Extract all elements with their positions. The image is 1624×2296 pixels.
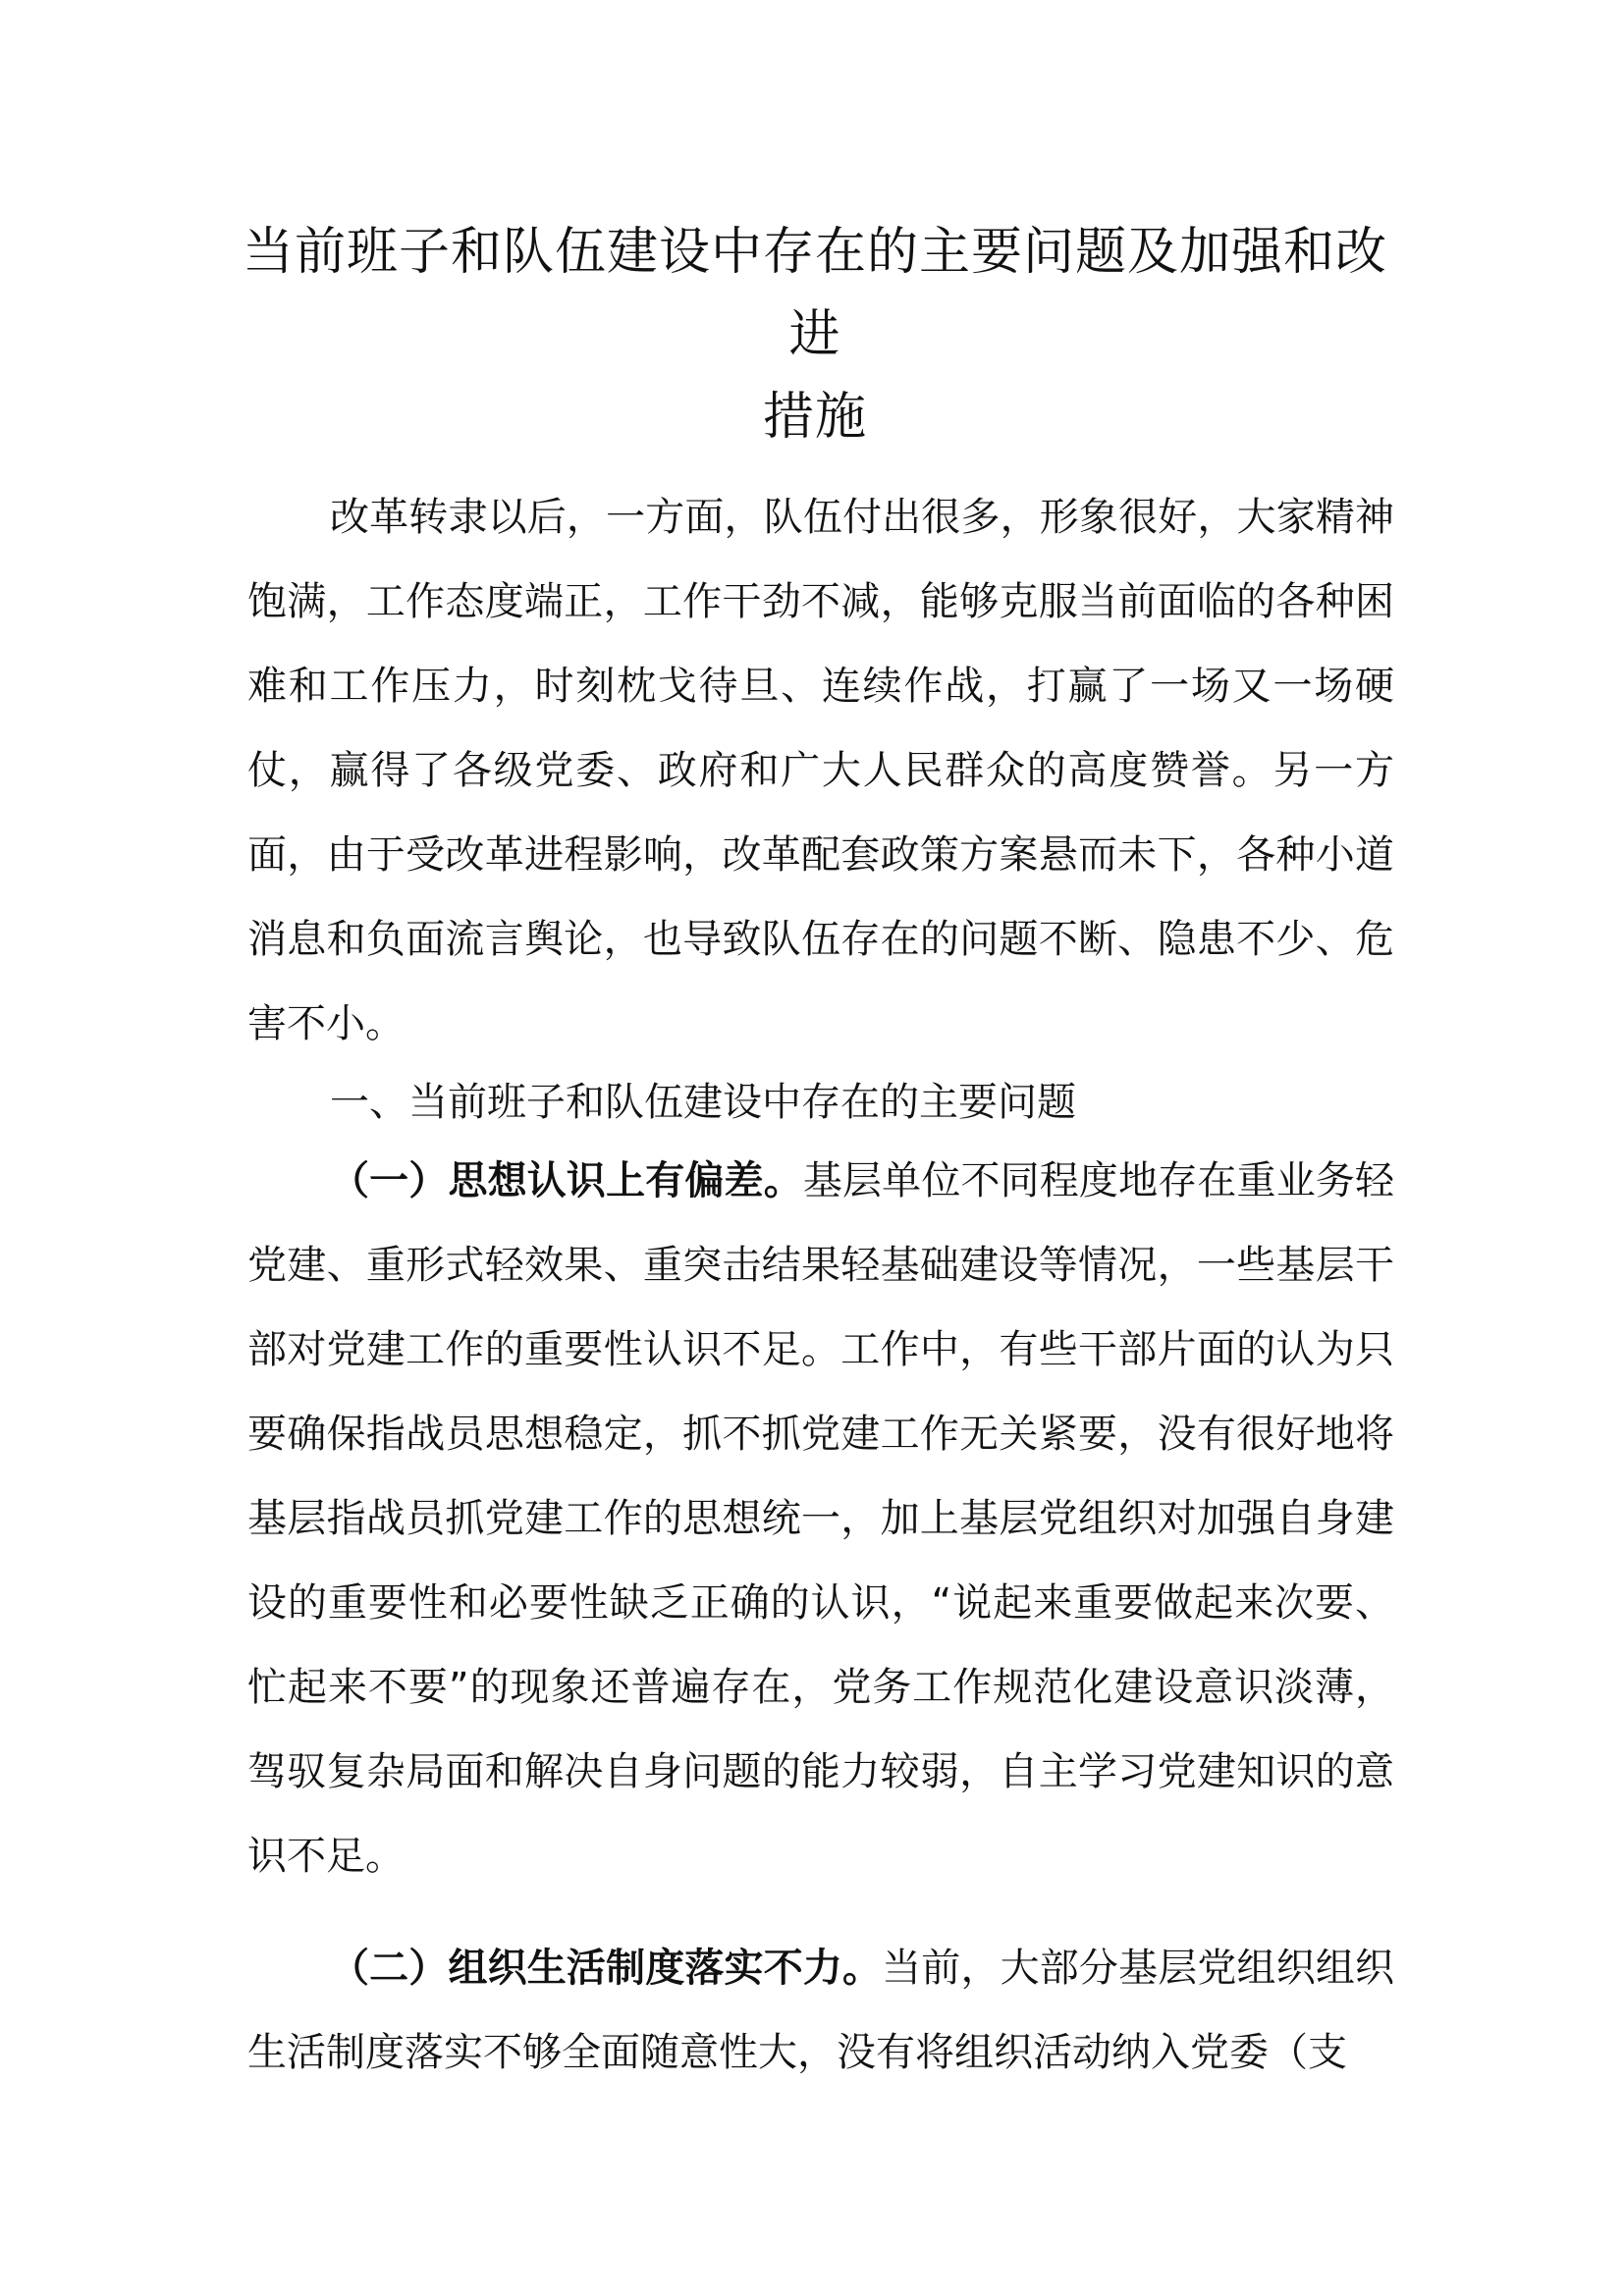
item-2-text: 当前，大部分基层党组织组织生活制度落实不够全面随意性大，没有将组织活动纳入党委（支 — [247, 1946, 1395, 2075]
section-heading: 一、当前班子和队伍建设中存在的主要问题 — [330, 1080, 1076, 1125]
document-title — [236, 211, 1394, 458]
title-line-2: 措施 — [762, 388, 867, 447]
item-2-paragraph — [247, 1926, 1394, 2095]
item-1-paragraph — [247, 1139, 1394, 1898]
document-body — [247, 475, 1394, 2095]
item-1-heading: （一）思想认识上有偏差。 — [330, 1158, 803, 1203]
item-2-heading: （二）组织生活制度落实不力。 — [330, 1946, 883, 1991]
intro-paragraph: 改革转隶以后，一方面，队伍付出很多，形象很好，大家精神饱满，工作态度端正，工作干劲不减，能够克服当前面临的各种困难和工作压力，时刻枕戈待旦、连续作战，打赢了一场又一场硬仗，赢得了各级党委、政府和广大人民群众的高度赞誉。另一方面，由于受改革进程影响，改革配套政策方案悬而未下，各种小道消息和负面流言舆论，也导致队伍存在的问题不断、隐患不少、危害不小。 — [247, 495, 1394, 1046]
title-line-1: 当前班子和队伍建设中存在的主要问题及加强和改进 — [242, 223, 1387, 364]
item-1-text: 基层单位不同程度地存在重业务轻党建、重形式轻效果、重突击结果轻基础建设等情况，一些基层干部对党建工作的重要性认识不足。工作中，有些干部片面的认为只要确保指战员思想稳定，抓不抓党建工作无关紧要，没有很好地将基层指战员抓党建工作的思想统一，加上基层党组织对加强自身建设的重要性和必要性缺乏正确的认识，“说起来重要做起来次要、忙起来不要”的现象还普遍存在，党务工作规范化建设意识淡薄，驾驭复杂局面和解决自身问题的能力较弱，自主学习党建知识的意识不足。 — [247, 1158, 1395, 1879]
